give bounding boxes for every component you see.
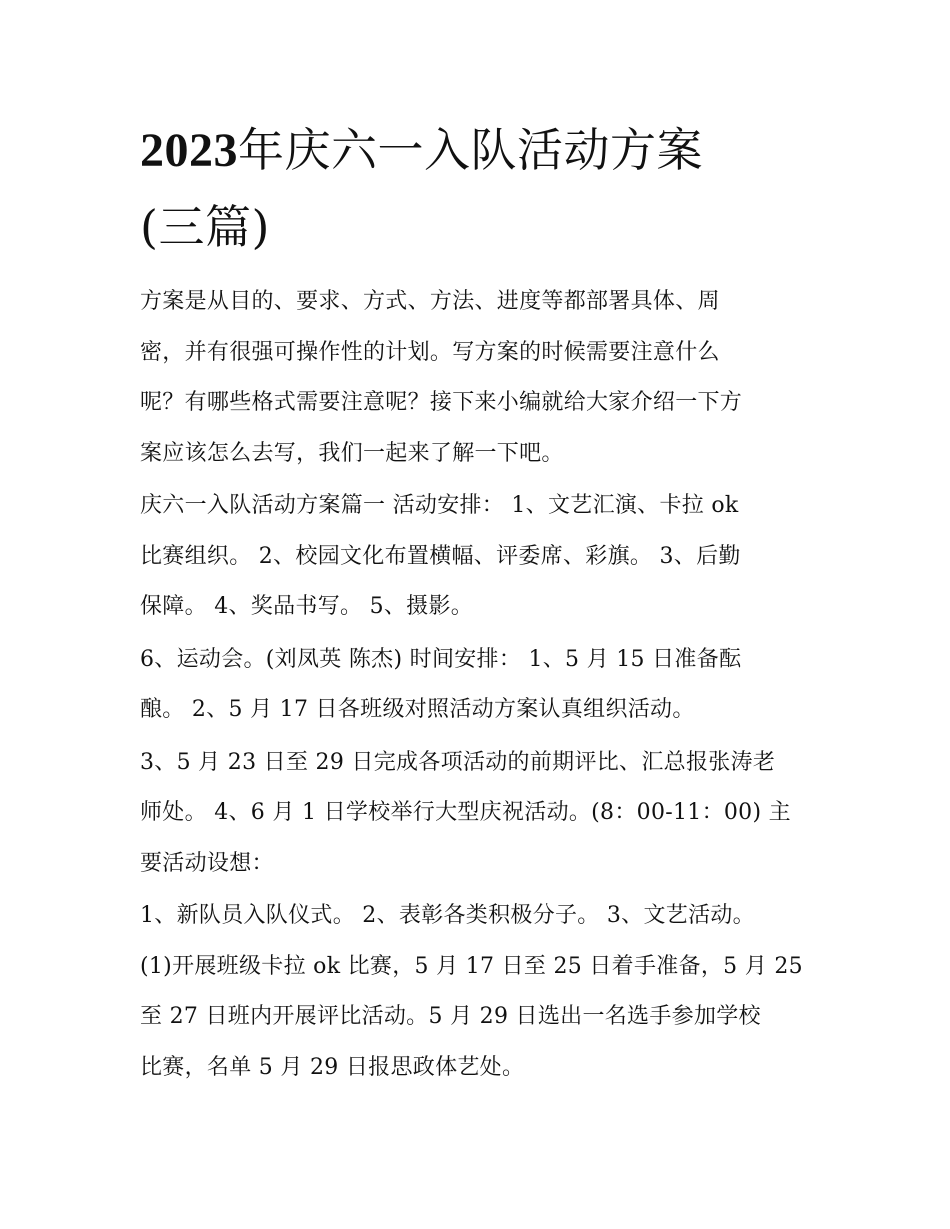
- paragraph-line: 1、新队员入队仪式。 2、表彰各类积极分子。 3、文艺活动。: [140, 903, 755, 928]
- paragraph-line: 3、5 月 23 日至 29 日完成各项活动的前期评比、汇总报张涛老: [140, 749, 776, 775]
- paragraph-line: 6、运动会。(刘凤英 陈杰) 时间安排： 1、5 月 15 日准备酝: [140, 646, 742, 672]
- title-line1-text: 年庆六一入队活动方案: [238, 123, 703, 177]
- paragraph-main-activities: [140, 891, 820, 1093]
- document-content: [140, 112, 820, 1095]
- paragraph-schedule-continued: [140, 738, 820, 890]
- paragraph-line: 比赛，名单 5 月 29 日报思政体艺处。: [140, 1054, 525, 1080]
- paragraph-line: 方案是从目的、要求、方式、方法、进度等都部署具体、周: [140, 289, 720, 314]
- paragraph-line: 师处。 4、6 月 1 日学校举行大型庆祝活动。(8：00-11：00) 主: [140, 800, 791, 825]
- paragraph-schedule: [140, 635, 820, 736]
- paragraph-line: 庆六一入队活动方案篇一 活动安排： 1、文艺汇演、卡拉 ok: [140, 493, 739, 518]
- paragraph-line: 要活动设想：: [140, 850, 274, 876]
- paragraph-intro: [140, 277, 820, 479]
- document-title: [140, 112, 820, 265]
- paragraph-activity-arrangement: [140, 481, 820, 633]
- paragraph-line: (1)开展班级卡拉 ok 比赛，5 月 17 日至 25 日着手准备，5 月 25: [140, 953, 803, 979]
- paragraph-line: 呢？有哪些格式需要注意呢？接下来小编就给大家介绍一下方: [140, 390, 743, 415]
- title-year: 2023: [140, 124, 238, 177]
- paragraph-line: 比赛组织。 2、校园文化布置横幅、评委席、彩旗。 3、后勤: [140, 543, 741, 569]
- title-line2-text: (三篇): [140, 200, 270, 254]
- paragraph-line: 保障。 4、奖品书写。 5、摄影。: [140, 594, 474, 619]
- paragraph-line: 密，并有很强可操作性的计划。写方案的时候需要注意什么: [140, 339, 720, 365]
- paragraph-line: 案应该怎么去写，我们一起来了解一下吧。: [140, 440, 564, 466]
- paragraph-line: 酿。 2、5 月 17 日各班级对照活动方案认真组织活动。: [140, 697, 695, 722]
- paragraph-line: 至 27 日班内开展评比活动。5 月 29 日选出一名选手参加学校: [140, 1004, 761, 1029]
